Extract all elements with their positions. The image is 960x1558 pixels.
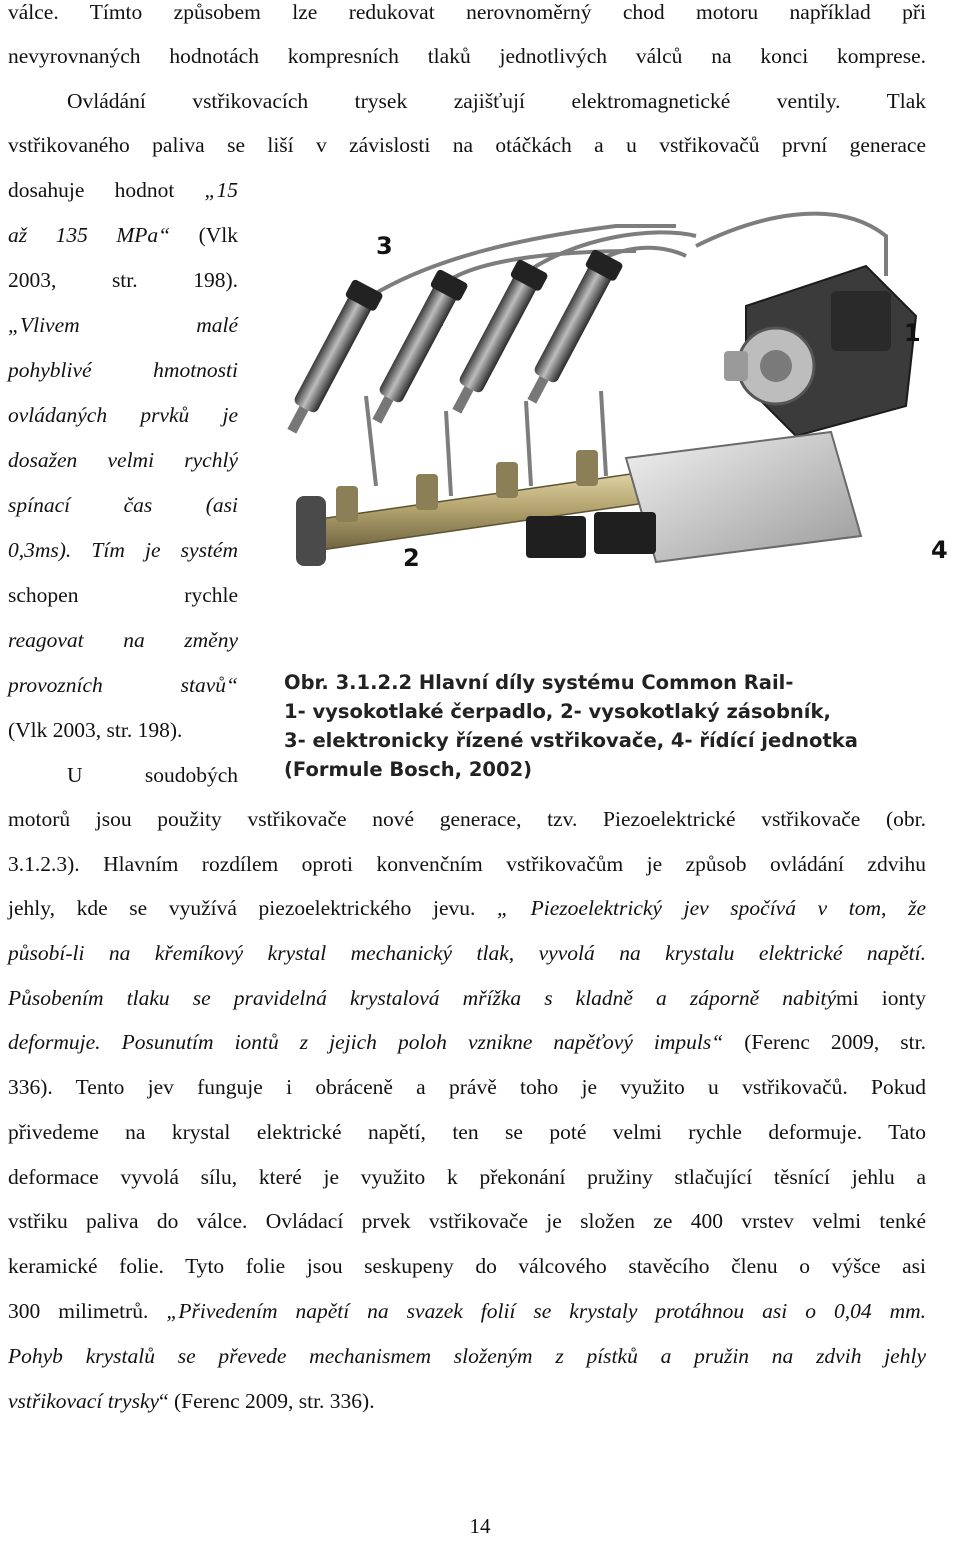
injectors: [277, 248, 624, 439]
text-line: schopen rychle: [8, 583, 238, 607]
figure-caption-line: (Formule Bosch, 2002): [284, 758, 533, 781]
text-line: přivedeme na krystal elektrické napětí, ten se poté velmi rychle deformuje. Tato: [8, 1120, 926, 1144]
figure-caption-line: 3- elektronicky řízené vstřikovače, 4- řídící jednotka: [284, 729, 858, 752]
text-line: keramické folie. Tyto folie jsou seskupeny do válcového stavěcího členu o výšce asi: [8, 1254, 926, 1278]
text-line: U soudobých: [67, 763, 238, 787]
text-line: jehly, kde se využívá piezoelektrického jevu. „ Piezoelektrický jev spočívá v tom, že: [8, 896, 926, 920]
text-line: Ovládání vstřikovacích trysek zajišťují elektromagnetické ventily. Tlak: [67, 89, 926, 113]
figure-caption-line: 1- vysokotlaké čerpadlo, 2- vysokotlaký zásobník,: [284, 700, 831, 723]
page-number: 14: [469, 1514, 491, 1538]
label-4: 4: [931, 536, 948, 564]
text-line: dosahuje hodnot „15: [8, 178, 238, 202]
text-line: ovládaných prvků je: [8, 403, 238, 427]
text-line: 336). Tento jev funguje i obráceně a právě toho je využito u vstřikovačů. Pokud: [8, 1075, 926, 1099]
text-line: reagovat na změny: [8, 628, 238, 652]
text-line: až 135 MPa“ (Vlk: [8, 223, 238, 247]
common-rail-figure: [276, 196, 952, 796]
label-3: 3: [376, 232, 393, 260]
text-line: 2003, str. 198).: [8, 268, 238, 292]
text-line: dosažen velmi rychlý: [8, 448, 238, 472]
text-line: (Vlk 2003, str. 198).: [8, 718, 183, 742]
text-line: nevyrovnaných hodnotách kompresních tlaků jednotlivých válců na konci komprese.: [8, 44, 926, 68]
text-line: vstřikovaného paliva se liší v závislosti na otáčkách a u vstřikovačů první generace: [8, 133, 926, 157]
text-line: Pohyb krystalů se převede mechanismem složeným z pístků a pružin na zdvih jehly: [8, 1344, 926, 1368]
label-1: 1: [904, 319, 921, 347]
text-line: válce. Tímto způsobem lze redukovat nerovnoměrný chod motoru například při: [8, 0, 926, 24]
text-line: vstřikovací trysky“ (Ferenc 2009, str. 336).: [8, 1389, 375, 1413]
text-line: 0,3ms). Tím je systém: [8, 538, 238, 562]
text-line: motorů jsou použity vstřikovače nové generace, tzv. Piezoelektrické vstřikovače (obr.: [8, 807, 926, 831]
text-line: „Vlivem malé: [8, 313, 238, 337]
text-line: 3.1.2.3). Hlavním rozdílem oproti konvenčním vstřikovačům je způsob ovládání zdvihu: [8, 852, 926, 876]
text-line: 300 milimetrů. „Přivedením napětí na svazek folií se krystaly protáhnou asi o 0,04 mm.: [8, 1299, 926, 1323]
high-pressure-pump: [724, 266, 916, 436]
text-line: pohyblivé hmotnosti: [8, 358, 238, 382]
figure-caption-line: Obr. 3.1.2.2 Hlavní díly systému Common Rail-: [284, 671, 794, 694]
text-line: deformuje. Posunutím iontů z jejich poloh vznikne napěťový impuls“ (Ferenc 2009, str.: [8, 1030, 926, 1054]
text-line: působí-li na křemíkový krystal mechanický tlak, vyvolá na krystalu elektrické napětí.: [8, 941, 926, 965]
text-line: deformace vyvolá sílu, které je využito k překonání pružiny stlačující těsnící jehlu a: [8, 1165, 926, 1189]
text-line: provozních stavů“: [8, 673, 238, 697]
text-line: Působením tlaku se pravidelná krystalová mřížka s kladně a záporně nabitými ionty: [8, 986, 926, 1010]
text-line: spínací čas (asi: [8, 493, 238, 517]
label-2: 2: [403, 544, 420, 572]
text-line: vstřiku paliva do válce. Ovládací prvek vstřikovače je složen ze 400 vrstev velmi tenké: [8, 1209, 926, 1233]
